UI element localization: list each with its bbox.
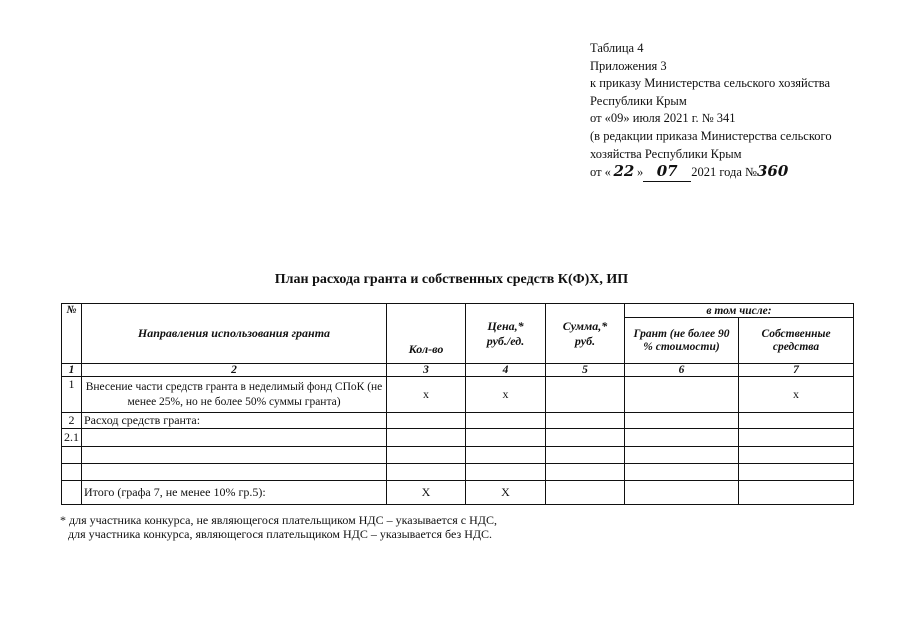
grant-plan-table — [61, 303, 854, 505]
handwritten-order-number: 360 — [756, 162, 789, 181]
document-title: План расхода гранта и собственных средств К(Ф)Х, ИП — [274, 272, 629, 287]
column-number: 1 — [62, 364, 82, 377]
row-direction — [82, 464, 387, 481]
header-line: Таблица 4 — [590, 41, 644, 55]
col-header-grant: Грант (не более 90 % стоимости) — [625, 318, 739, 364]
footnote-line: для участника конкурса, являющегося плательщиком НДС – указывается без НДС. — [68, 527, 493, 541]
row-number — [62, 447, 82, 464]
row-sum — [546, 447, 625, 464]
row-grant — [625, 464, 739, 481]
table-row — [62, 447, 854, 464]
row-grant — [625, 377, 739, 413]
date-mid: 2021 года № — [691, 165, 757, 180]
row-number: 2.1 — [62, 429, 82, 447]
row-direction — [82, 447, 387, 464]
column-number: 7 — [739, 364, 854, 377]
row-own-funds — [739, 447, 854, 464]
row-own-funds — [739, 464, 854, 481]
total-qty: Х — [387, 481, 466, 505]
table-row — [62, 429, 854, 447]
header-date-line — [590, 163, 890, 182]
col-header-sum: Сумма,* руб. — [546, 304, 625, 364]
row-sum — [546, 413, 625, 429]
row-qty — [387, 447, 466, 464]
row-price — [466, 413, 546, 429]
row-direction — [82, 429, 387, 447]
total-grant — [625, 481, 739, 505]
total-label: Итого (графа 7, не менее 10% гр.5): — [82, 481, 387, 505]
row-own-funds — [739, 429, 854, 447]
row-sum — [546, 377, 625, 413]
row-price: х — [466, 377, 546, 413]
column-number: 2 — [82, 364, 387, 377]
total-own-funds — [739, 481, 854, 505]
col-header-price: Цена,* руб./ед. — [466, 304, 546, 364]
row-number: 2 — [62, 413, 82, 429]
table-row — [62, 413, 854, 429]
appendix-header — [590, 40, 890, 182]
row-qty — [387, 429, 466, 447]
handwritten-day: 22 — [613, 162, 635, 181]
row-qty — [387, 464, 466, 481]
col-header-number: № — [62, 304, 82, 364]
date-prefix: от « — [590, 165, 611, 180]
column-number: 5 — [546, 364, 625, 377]
row-qty: х — [387, 377, 466, 413]
total-number-cell — [62, 481, 82, 505]
total-row — [62, 481, 854, 505]
footnote-line: * для участника конкурса, не являющегося плательщиком НДС – указывается с НДС, — [60, 513, 497, 527]
header-line: хозяйства Республики Крым — [590, 146, 742, 161]
handwritten-month: 07 — [643, 163, 691, 182]
column-number-row — [62, 364, 854, 377]
col-header-direction: Направления использования гранта — [82, 304, 387, 364]
total-price: Х — [466, 481, 546, 505]
date-sep: » — [636, 165, 644, 180]
row-direction: Расход средств гранта: — [82, 413, 387, 429]
header-line: от «09» июля 2021 г. № 341 — [590, 111, 736, 126]
column-number: 4 — [466, 364, 546, 377]
column-number: 6 — [625, 364, 739, 377]
row-number: 1 — [62, 377, 82, 413]
header-line: (в редакции приказа Министерства сельского — [590, 128, 832, 143]
row-price — [466, 447, 546, 464]
row-grant — [625, 447, 739, 464]
row-qty — [387, 413, 466, 429]
row-grant — [625, 413, 739, 429]
row-own-funds: х — [739, 377, 854, 413]
header-line: к приказу Министерства сельского хозяйства — [590, 76, 831, 91]
row-sum — [546, 464, 625, 481]
col-header-qty: Кол-во — [387, 304, 466, 364]
row-number — [62, 464, 82, 481]
row-price — [466, 429, 546, 447]
header-line: Приложения 3 — [590, 58, 667, 73]
table-row — [62, 377, 854, 413]
table-row — [62, 464, 854, 481]
col-header-own-funds: Собственные средства — [739, 318, 854, 364]
column-number: 3 — [387, 364, 466, 377]
row-own-funds — [739, 413, 854, 429]
row-sum — [546, 429, 625, 447]
row-grant — [625, 429, 739, 447]
row-price — [466, 464, 546, 481]
row-direction: Внесение части средств гранта в неделимый фонд СПоК (не менее 25%, но не более 50% суммы гранта) — [82, 377, 387, 413]
header-line: Республики Крым — [590, 93, 687, 108]
col-header-including: в том числе: — [625, 304, 854, 318]
vat-footnote — [60, 513, 497, 541]
total-sum — [546, 481, 625, 505]
